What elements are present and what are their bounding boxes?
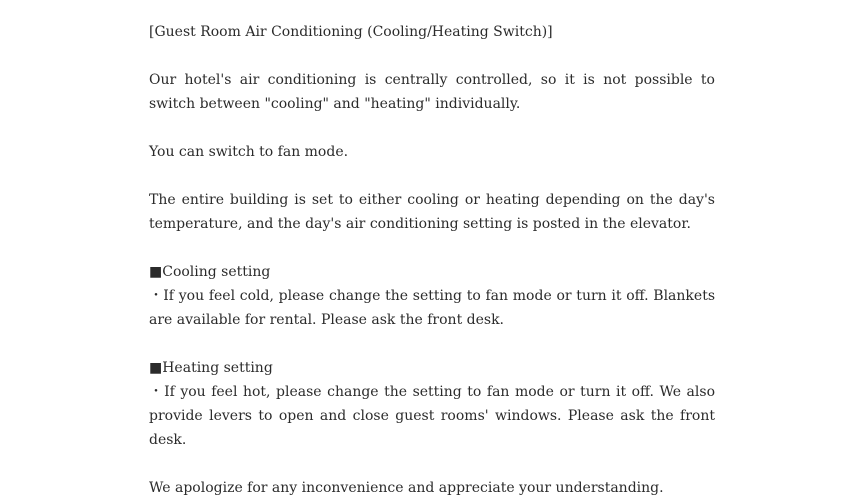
cooling-heading: ■Cooling setting: [149, 264, 271, 280]
cooling-section: [149, 260, 715, 332]
closing-paragraph: We apologize for any inconvenience and appreciate your understanding.: [149, 480, 664, 496]
intro-paragraph: Our hotel's air conditioning is centrally controlled, so it is not possible to switch between "cooling" and "heating" individually.: [149, 72, 715, 112]
heating-bullet: ・If you feel hot, please change the setting to fan mode or turn it off. We also provide levers to open and close guest rooms' windows. Please ask the front desk.: [149, 384, 715, 448]
heating-heading: ■Heating setting: [149, 360, 273, 376]
document-body: [149, 20, 715, 500]
fan-mode-paragraph: You can switch to fan mode.: [149, 144, 349, 160]
cooling-bullet: ・If you feel cold, please change the setting to fan mode or turn it off. Blankets are available for rental. Please ask the front desk.: [149, 288, 715, 328]
heating-section: [149, 356, 715, 452]
document-title: [Guest Room Air Conditioning (Cooling/Heating Switch)]: [149, 24, 553, 40]
building-setting-paragraph: The entire building is set to either cooling or heating depending on the day's temperature, and the day's air conditioning setting is posted in the elevator.: [149, 192, 715, 232]
